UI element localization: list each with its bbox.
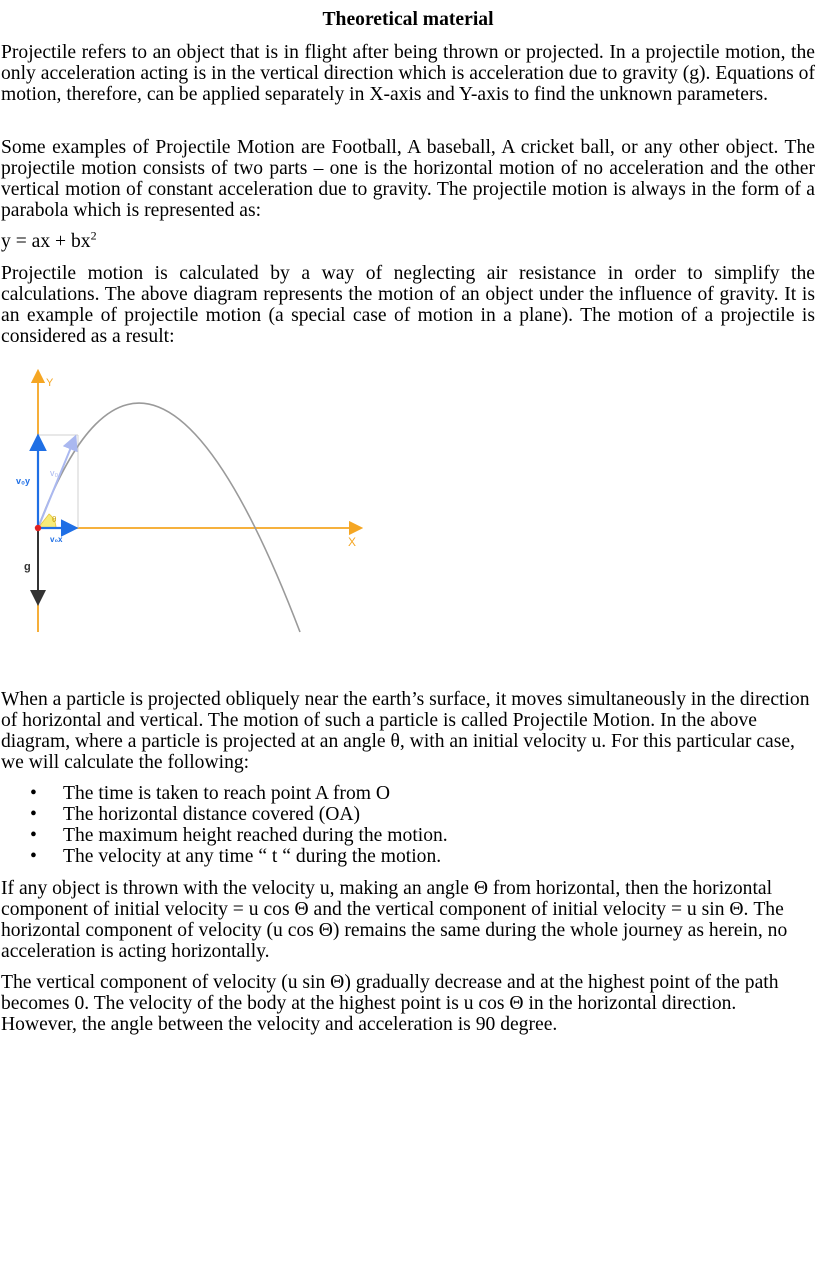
trajectory-curve: [38, 403, 300, 632]
projectile-diagram: [8, 364, 368, 640]
vertical-velocity-label: v₀y: [16, 476, 31, 486]
list-item: • The velocity at any time “ t “ during the motion.: [0, 846, 760, 867]
paragraph-air-resistance: Projectile motion is calculated by a way of neglecting air resistance in order to simplify the calculations. The above diagram represents the motion of an object under the influence of gravity. It is an example of projectile motion (a special case of motion in a plane). The motion of a projectile is considered as a result:: [1, 263, 815, 347]
paragraph-examples: Some examples of Projectile Motion are Football, A baseball, A cricket ball, or any other object. The projectile motion consists of two parts – one is the horizontal motion of no acceleration and the other vertical motion of constant acceleration due to gravity. The projectile motion is always in the form of a parabola which is represented as:: [1, 137, 815, 221]
initial-velocity-label: v₀: [50, 468, 59, 478]
angle-label: θ: [52, 515, 57, 524]
paragraph-oblique: When a particle is projected obliquely near the earth’s surface, it moves simultaneously in the direction of horizontal and vertical. The motion of such a particle is called Projectile Motion. In the above diagram, where a particle is projected at an angle θ, with an initial velocity u. For this particular case, we will calculate the following:: [1, 689, 810, 773]
paragraph-intro: Projectile refers to an object that is in flight after being thrown or projected. In a projectile motion, the only acceleration acting is in the vertical direction which is acceleration due to gravity (g). Equations of motion, therefore, can be applied separately in X-axis and Y-axis to find the unknown parameters.: [1, 42, 815, 105]
parabola-equation: [0, 228, 816, 252]
x-axis-label: X: [348, 535, 357, 549]
paragraph-components: If any object is thrown with the velocity u, making an angle Θ from horizontal, then the horizontal component of initial velocity = u cos Θ and the vertical component of initial velocity = u sin Θ. The horizontal component of velocity (u cos Θ) remains the same during the whole journey as herein, no acceleration is acting horizontally.: [1, 878, 788, 962]
equation-exponent: 2: [90, 228, 97, 243]
origin-point: [35, 525, 41, 531]
horizontal-velocity-label: v₀x: [50, 535, 63, 544]
list-item: • The time is taken to reach point A from O: [0, 783, 760, 804]
equation-base: y = ax + bx: [1, 231, 91, 252]
paragraph-highest-point: The vertical component of velocity (u sin Θ) gradually decrease and at the highest point of the path becomes 0. The velocity of the body at the highest point is u cos Θ in the horizontal direction. However, the angle between the velocity and acceleration is 90 degree.: [1, 972, 779, 1035]
list-item: • The horizontal distance covered (OA): [0, 804, 760, 825]
list-item: • The maximum height reached during the motion.: [0, 825, 760, 846]
y-axis-label: Y: [46, 377, 54, 389]
page-title: Theoretical material: [322, 9, 494, 30]
projectile-diagram-svg: [8, 364, 368, 640]
gravity-label: g: [24, 561, 31, 573]
calculation-list: [0, 783, 760, 867]
